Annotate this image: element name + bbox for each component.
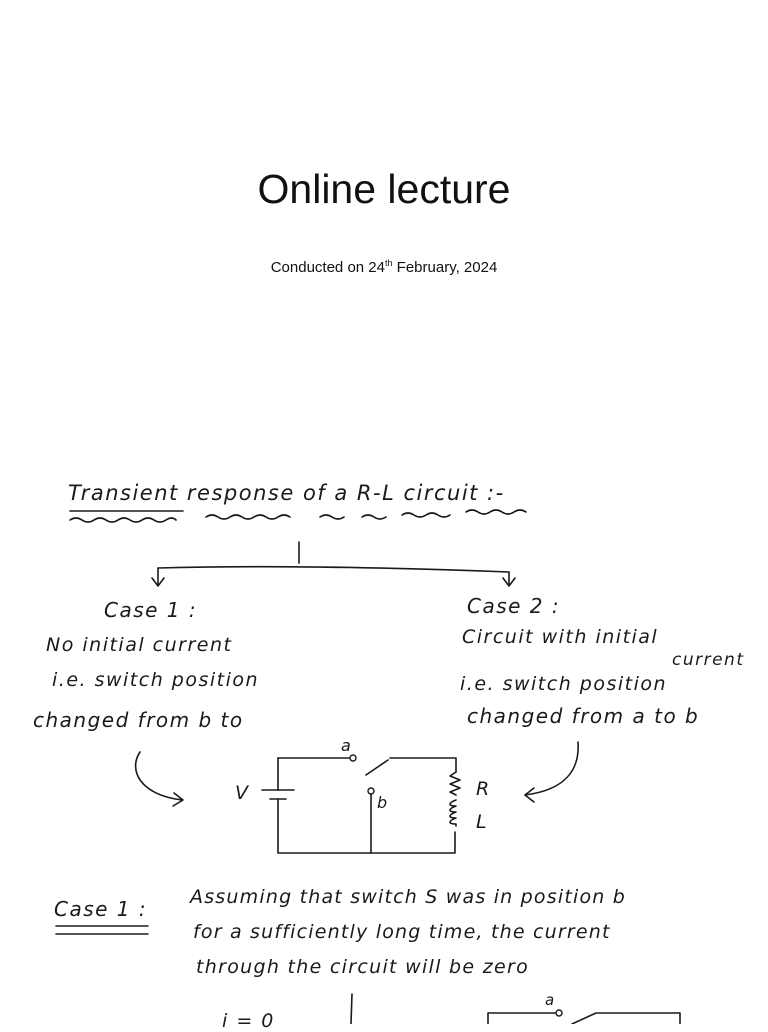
case1-detail-line3: through the circuit will be zero xyxy=(196,956,530,978)
label-a: a xyxy=(341,736,353,755)
case2-line3: changed from a to b xyxy=(467,704,700,728)
label-l: L xyxy=(476,811,489,833)
label-voltage: V xyxy=(235,782,250,804)
branch-tree xyxy=(152,542,515,586)
case2-line1-continued: current xyxy=(672,650,745,670)
subtitle-prefix: Conducted on 24 xyxy=(270,259,385,276)
bottom-label-a: a xyxy=(545,991,556,1009)
case1-detail-line2: for a sufficiently long time, the current xyxy=(193,921,611,943)
arrow-right xyxy=(525,742,578,795)
case1-detail-line1: Assuming that switch S was in position b xyxy=(190,886,627,908)
case1-line1: No initial current xyxy=(46,634,233,656)
rl-circuit xyxy=(262,755,460,853)
subtitle-superscript: th xyxy=(384,258,393,268)
case2-title: Case 2 : xyxy=(467,594,561,618)
case1-line2: i.e. switch position xyxy=(52,669,260,691)
slide-title: Online lecture xyxy=(257,166,511,212)
case2-line1: Circuit with initial xyxy=(462,626,659,648)
label-r: R xyxy=(476,778,491,800)
bottom-divider xyxy=(351,994,352,1024)
label-b: b xyxy=(377,793,389,812)
bottom-equation: i = 0 xyxy=(222,1010,275,1032)
bottom-circuit-switch xyxy=(572,1013,680,1024)
case1-title: Case 1 : xyxy=(104,598,198,622)
case1-detail-title: Case 1 : xyxy=(54,897,148,921)
case2-line2: i.e. switch position xyxy=(460,673,668,695)
case1-line3: changed from b to xyxy=(33,708,244,732)
subtitle-suffix: February, 2024 xyxy=(392,259,498,276)
bottom-circuit-wire xyxy=(488,1013,556,1024)
heading-underlines xyxy=(70,510,526,522)
notes-heading: Transient response of a R-L circuit :- xyxy=(68,481,505,505)
